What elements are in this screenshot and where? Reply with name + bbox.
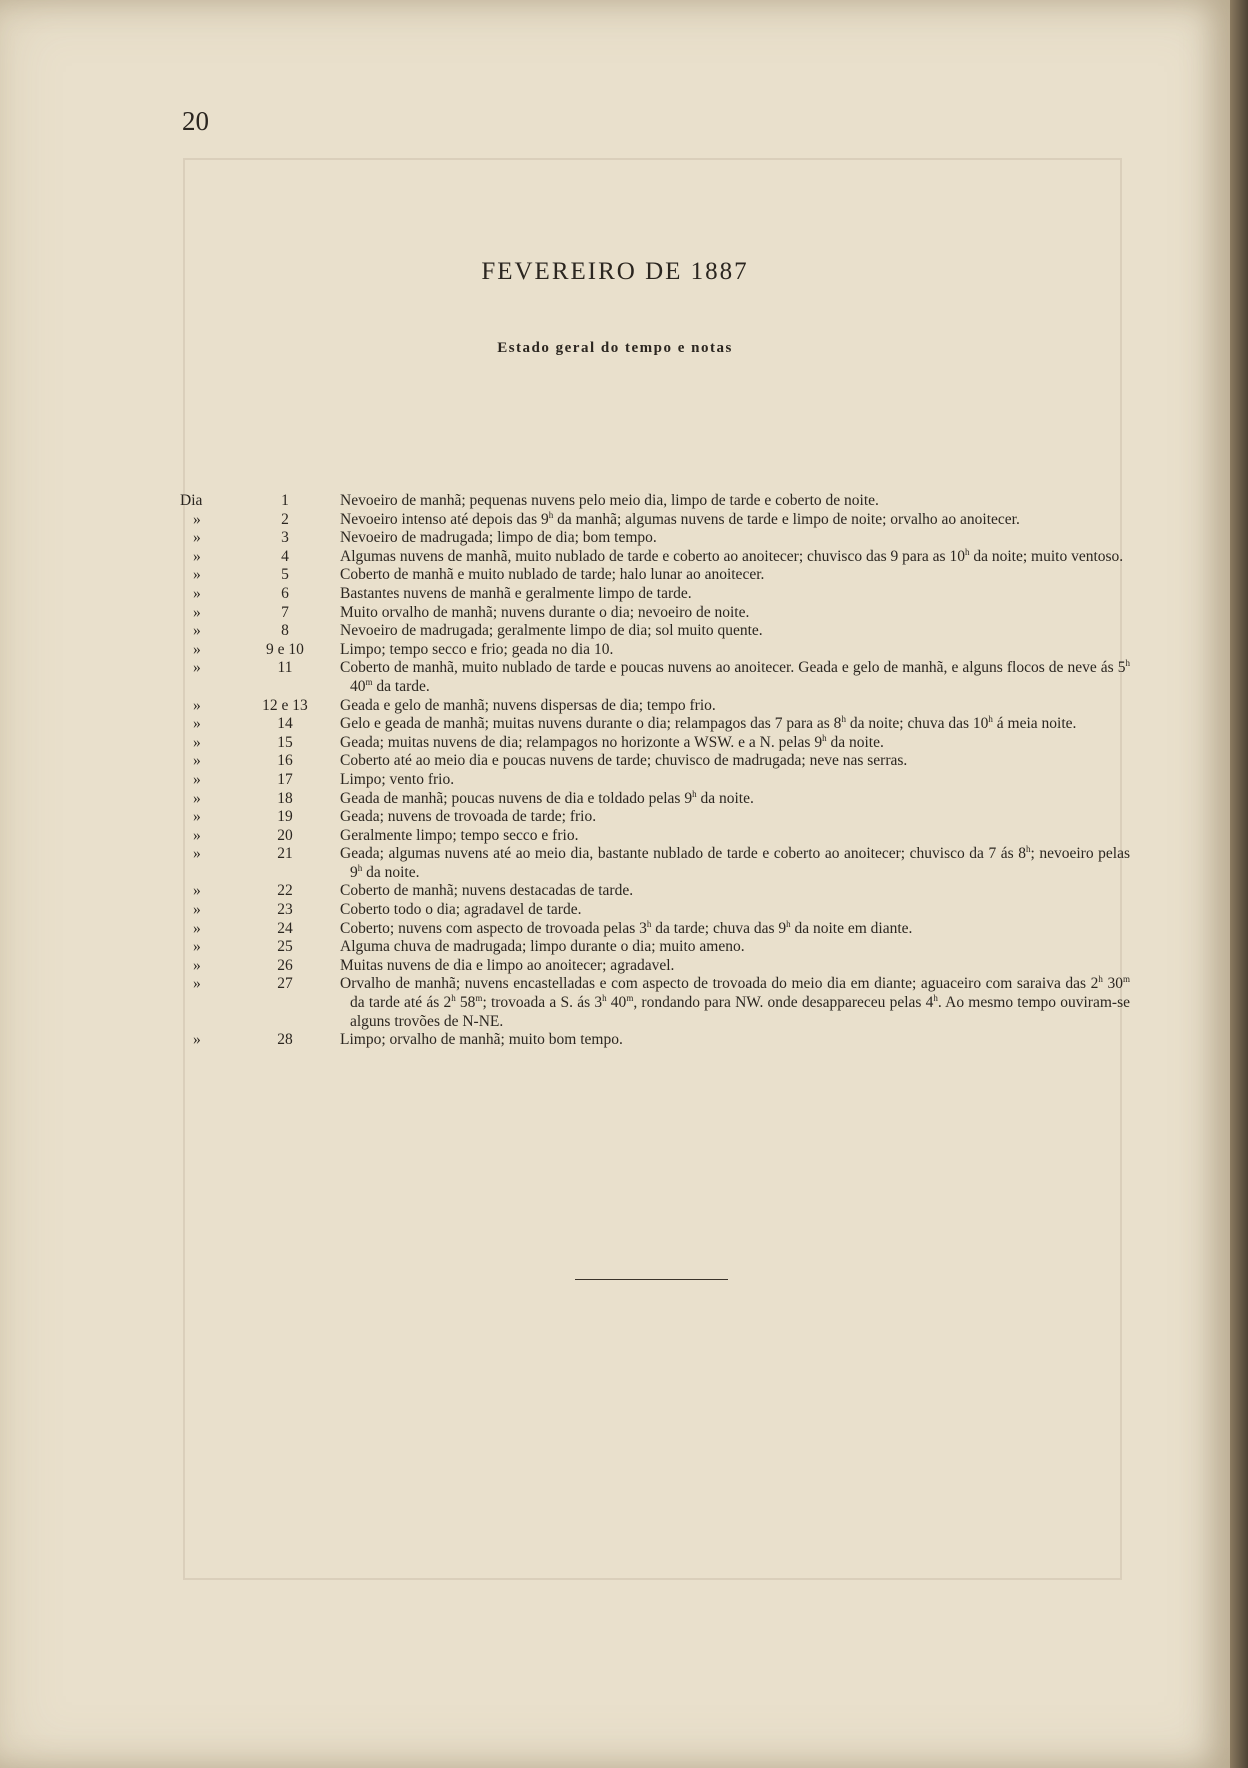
weather-note: Muito orvalho de manhã; nuvens durante o dia; nevoeiro de noite. xyxy=(340,603,750,621)
day-number: 11 xyxy=(277,659,293,677)
page-number: 20 xyxy=(182,106,209,136)
weather-note: Coberto até ao meio dia e poucas nuvens de tarde; chuvisco de madrugada; neve nas serras. xyxy=(340,752,908,770)
ditto-mark: » xyxy=(193,715,201,733)
list-item xyxy=(180,659,1130,696)
weather-note: Orvalho de manhã; nuvens encastelladas e com aspecto de trovoada do meio dia em diante; aguaceiro com saraiva das 2$^h$ 30$^m$ da tarde até ás 2$^h$ 58$^m$; trovoada a S. ás 3$^h$ 40$^m$, rondando para NW. onde desappareceu pelas 4$^h$. Ao mesmo tempo ouviram-se alguns trovões de N-NE. xyxy=(340,974,1131,1030)
ditto-mark: » xyxy=(193,510,201,528)
closing-rule xyxy=(575,1279,728,1280)
weather-note: Geada; algumas nuvens até ao meio dia, bastante nublado de tarde e coberto ao anoitecer; chuvisco da 7 ás 8$^h$; nevoeiro pelas 9$^h$ da noite. xyxy=(340,844,1130,881)
ditto-mark: » xyxy=(193,622,201,640)
list-item xyxy=(180,641,1130,660)
ditto-mark: » xyxy=(193,938,201,956)
list-item xyxy=(180,511,1130,530)
ditto-mark: » xyxy=(193,733,201,751)
page-edge xyxy=(1230,0,1248,1768)
list-item xyxy=(180,566,1130,585)
list-item xyxy=(180,752,1130,771)
list-item xyxy=(180,790,1130,809)
day-number: 17 xyxy=(277,770,293,788)
day-number: 8 xyxy=(281,622,289,640)
day-number: 7 xyxy=(281,603,289,621)
list-item xyxy=(180,920,1130,939)
ditto-mark: » xyxy=(193,529,201,547)
day-number: 2 xyxy=(281,510,289,528)
list-item xyxy=(180,957,1130,976)
list-item xyxy=(180,827,1130,846)
weather-note: Limpo; vento frio. xyxy=(340,770,455,788)
weather-notes-list xyxy=(180,492,1130,1050)
day-number: 5 xyxy=(281,566,289,584)
ditto-mark: » xyxy=(193,826,201,844)
weather-note: Coberto de manhã e muito nublado de tarde; halo lunar ao anoitecer. xyxy=(340,566,765,584)
ditto-mark: » xyxy=(193,808,201,826)
ditto-mark: » xyxy=(193,640,201,658)
weather-note: Algumas nuvens de manhã, muito nublado de tarde e coberto ao anoitecer; chuvisco das 9 para as 10$^h$ da noite; muito ventoso. xyxy=(340,546,1124,565)
weather-note: Nevoeiro de madrugada; geralmente limpo de dia; sol muito quente. xyxy=(340,622,763,640)
day-number: 22 xyxy=(277,882,293,900)
day-number: 19 xyxy=(277,808,293,826)
day-number: 26 xyxy=(277,956,293,974)
list-item xyxy=(180,604,1130,623)
ditto-mark: » xyxy=(193,956,201,974)
day-number: 27 xyxy=(277,975,293,993)
weather-note: Geralmente limpo; tempo secco e frio. xyxy=(340,826,579,844)
weather-note: Coberto de manhã, muito nublado de tarde e poucas nuvens ao anoitecer. Geada e gelo de manhã, e alguns flocos de neve ás 5$^h$ 40$^m$ da tarde. xyxy=(340,658,1130,695)
weather-note: Limpo; orvalho de manhã; muito bom tempo. xyxy=(340,1031,623,1049)
weather-note: Coberto de manhã; nuvens destacadas de tarde. xyxy=(340,882,634,900)
weather-note: Geada; nuvens de trovoada de tarde; frio. xyxy=(340,808,597,826)
list-item xyxy=(180,845,1130,882)
day-number: 3 xyxy=(281,529,289,547)
ditto-mark: » xyxy=(193,789,201,807)
ditto-mark: » xyxy=(193,919,201,937)
day-number: 21 xyxy=(277,845,293,863)
day-number: 1 xyxy=(281,492,289,509)
section-subtitle: Estado geral do tempo e notas xyxy=(497,340,733,356)
day-number: 28 xyxy=(277,1031,293,1049)
ditto-mark: » xyxy=(193,882,201,900)
list-item xyxy=(180,529,1130,548)
list-item xyxy=(180,1031,1130,1050)
ditto-mark: » xyxy=(193,1031,201,1049)
list-item xyxy=(180,492,1130,511)
weather-note: Gelo e geada de manhã; muitas nuvens durante o dia; relampagos das 7 para as 8$^h$ da noite; chuva das 10$^h$ á meia noite. xyxy=(340,714,1077,733)
ditto-mark: » xyxy=(193,845,201,863)
weather-note: Geada; muitas nuvens de dia; relampagos no horizonte a WSW. e a N. pelas 9$^h$ da noite. xyxy=(340,732,884,751)
day-number: 20 xyxy=(277,826,293,844)
ditto-mark: » xyxy=(193,752,201,770)
weather-note: Alguma chuva de madrugada; limpo durante o dia; muito ameno. xyxy=(340,938,745,956)
day-number: 9 e 10 xyxy=(266,640,304,658)
list-item xyxy=(180,734,1130,753)
ditto-mark: » xyxy=(193,901,201,919)
day-number: 16 xyxy=(277,752,293,770)
day-number: 15 xyxy=(277,733,293,751)
list-item xyxy=(180,548,1130,567)
day-number: 6 xyxy=(281,584,289,602)
dia-label: Dia xyxy=(180,492,203,509)
list-item xyxy=(180,715,1130,734)
weather-note: Nevoeiro intenso até depois das 9$^h$ da manhã; algumas nuvens de tarde e limpo de noite; orvalho ao anoitecer. xyxy=(340,509,1020,528)
weather-note: Coberto todo o dia; agradavel de tarde. xyxy=(340,901,582,919)
day-number: 24 xyxy=(277,919,293,937)
list-item xyxy=(180,771,1130,790)
list-item xyxy=(180,697,1130,716)
day-number: 18 xyxy=(277,789,293,807)
ditto-mark: » xyxy=(193,584,201,602)
page-title: FEVEREIRO DE 1887 xyxy=(481,258,749,285)
day-number: 14 xyxy=(277,715,293,733)
weather-note: Geada de manhã; poucas nuvens de dia e toldado pelas 9$^h$ da noite. xyxy=(340,788,754,807)
weather-note: Muitas nuvens de dia e limpo ao anoitecer; agradavel. xyxy=(340,956,675,974)
day-number: 23 xyxy=(277,901,293,919)
list-item xyxy=(180,901,1130,920)
day-number: 4 xyxy=(281,547,289,565)
ditto-mark: » xyxy=(193,547,201,565)
ditto-mark: » xyxy=(193,659,201,677)
ditto-mark: » xyxy=(193,603,201,621)
weather-note: Limpo; tempo secco e frio; geada no dia 10. xyxy=(340,640,614,658)
ditto-mark: » xyxy=(193,696,201,714)
list-item xyxy=(180,808,1130,827)
list-item xyxy=(180,882,1130,901)
list-item xyxy=(180,938,1130,957)
list-item xyxy=(180,585,1130,604)
ditto-mark: » xyxy=(193,975,201,993)
weather-note: Nevoeiro de manhã; pequenas nuvens pelo meio dia, limpo de tarde e coberto de noite. xyxy=(340,492,879,509)
day-number: 25 xyxy=(277,938,293,956)
ditto-mark: » xyxy=(193,770,201,788)
weather-note: Nevoeiro de madrugada; limpo de dia; bom tempo. xyxy=(340,529,657,547)
list-item xyxy=(180,622,1130,641)
weather-note: Coberto; nuvens com aspecto de trovoada pelas 3$^h$ da tarde; chuva das 9$^h$ da noite em diante. xyxy=(340,918,913,937)
weather-note: Bastantes nuvens de manhã e geralmente limpo de tarde. xyxy=(340,584,692,602)
day-number: 12 e 13 xyxy=(262,696,308,714)
weather-note: Geada e gelo de manhã; nuvens dispersas de dia; tempo frio. xyxy=(340,696,716,714)
ditto-mark: » xyxy=(193,566,201,584)
list-item xyxy=(180,975,1130,1031)
